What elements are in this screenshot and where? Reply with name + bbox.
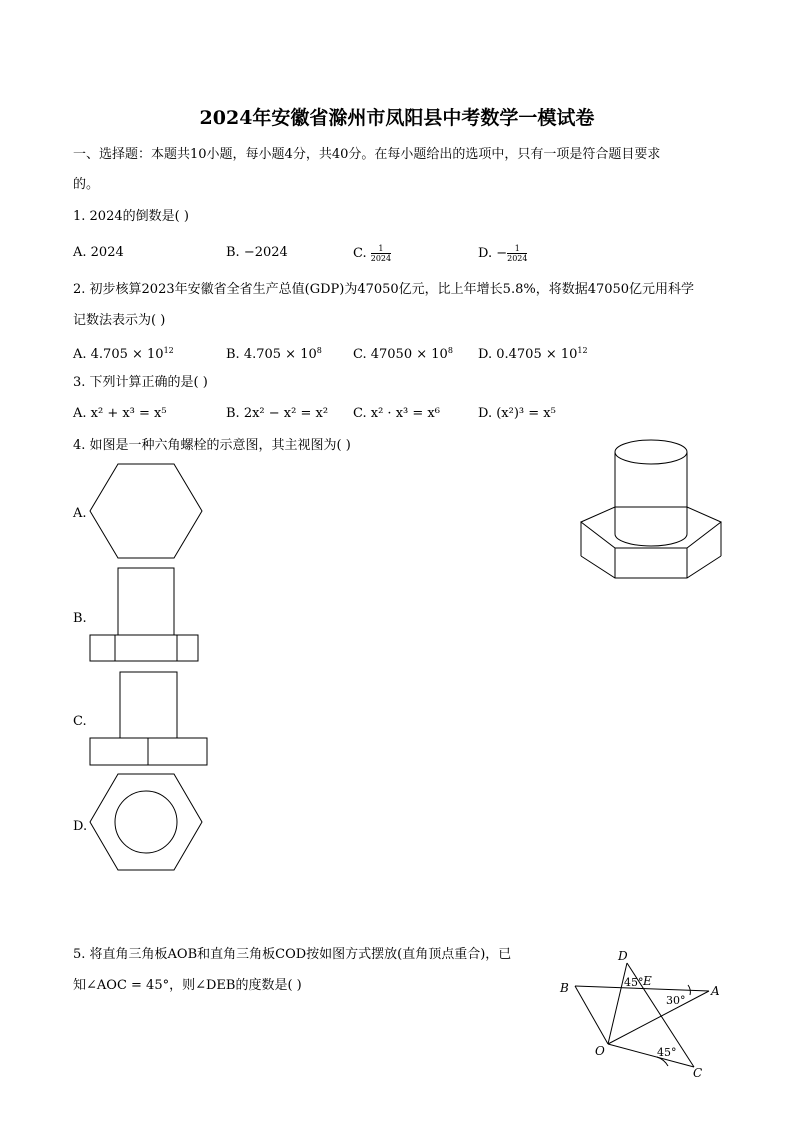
- label-C: C: [693, 1066, 703, 1080]
- q1-option-d: [478, 244, 527, 263]
- angle-45-bottom: 45°: [657, 1046, 677, 1059]
- fraction-numerator: 1: [507, 244, 527, 254]
- q2-option-a-exponent: 12: [163, 346, 174, 355]
- q4-stem: 4. 如图是一种六角螺栓的示意图，其主视图为( ): [73, 438, 351, 453]
- q4-option-c-label: C.: [73, 714, 87, 729]
- section-heading-cont: 的。: [73, 177, 100, 192]
- q1-option-d-label: D. −: [478, 246, 508, 261]
- q2-option-c-exponent: 8: [447, 346, 453, 355]
- label-B: B: [560, 981, 569, 995]
- label-E: E: [643, 974, 652, 988]
- q2-option-a-base: A. 4.705 × 10: [73, 347, 164, 362]
- q2-option-b-exponent: 8: [316, 346, 322, 355]
- q1-option-d-fraction: [507, 244, 527, 263]
- q3-stem: 3. 下列计算正确的是( ): [73, 375, 208, 390]
- label-A: A: [711, 984, 720, 998]
- q2-option-b-base: B. 4.705 × 10: [226, 347, 317, 362]
- q2-option-c: [353, 342, 453, 364]
- q5-stem: 5. 将直角三角板AOB和直角三角板COD按如图方式摆放(直角顶点重合)，已: [73, 947, 512, 962]
- q2-option-b: [226, 342, 322, 364]
- q3-option-c: C. x² · x³ = x⁶: [353, 406, 440, 421]
- q1-option-b: B. −2024: [226, 245, 288, 260]
- fraction-denominator: 2024: [507, 254, 528, 263]
- label-O: O: [595, 1044, 605, 1058]
- q1-option-a: A. 2024: [73, 245, 124, 260]
- q1-stem: 1. 2024的倒数是( ): [73, 209, 189, 224]
- q3-option-a: A. x² + x³ = x⁵: [73, 406, 167, 421]
- angle-45-top: 45°: [624, 976, 644, 989]
- q2-option-a: [73, 342, 174, 364]
- fraction-denominator: 2024: [370, 254, 392, 263]
- q2-option-c-base: C. 47050 × 10: [353, 347, 448, 362]
- q2-option-d-base: D. 0.4705 × 10: [478, 347, 578, 362]
- label-D: D: [618, 949, 628, 963]
- q1-option-c: [353, 244, 391, 263]
- q2-stem-cont: 记数法表示为( ): [73, 313, 166, 328]
- q2-option-d-exponent: 12: [577, 346, 588, 355]
- section-heading: 一、选择题：本题共10小题，每小题4分，共40分。在每小题给出的选项中，只有一项是符合题目要求: [73, 147, 661, 162]
- angle-30: 30°: [666, 994, 686, 1007]
- q3-option-b: B. 2x² − x² = x²: [226, 406, 329, 421]
- q1-option-c-fraction: [371, 244, 391, 263]
- q1-option-c-label: C.: [353, 246, 371, 261]
- q2-option-d: [478, 342, 588, 364]
- q3-option-d: D. (x²)³ = x⁵: [478, 406, 556, 421]
- q5-stem-cont: 知∠AOC = 45°，则∠DEB的度数是( ): [73, 978, 302, 993]
- q4-option-d-label: D.: [73, 819, 88, 834]
- q2-stem: 2. 初步核算2023年安徽省全省生产总值(GDP)为47050亿元，比上年增长5.8%，将数据47050亿元用科学: [73, 282, 695, 297]
- q4-option-b-label: B.: [73, 611, 87, 626]
- q4-option-a-label: A.: [73, 506, 87, 521]
- page-title: 2024年安徽省滁州市凤阳县中考数学一模试卷: [199, 107, 595, 129]
- fraction-numerator: 1: [371, 244, 391, 254]
